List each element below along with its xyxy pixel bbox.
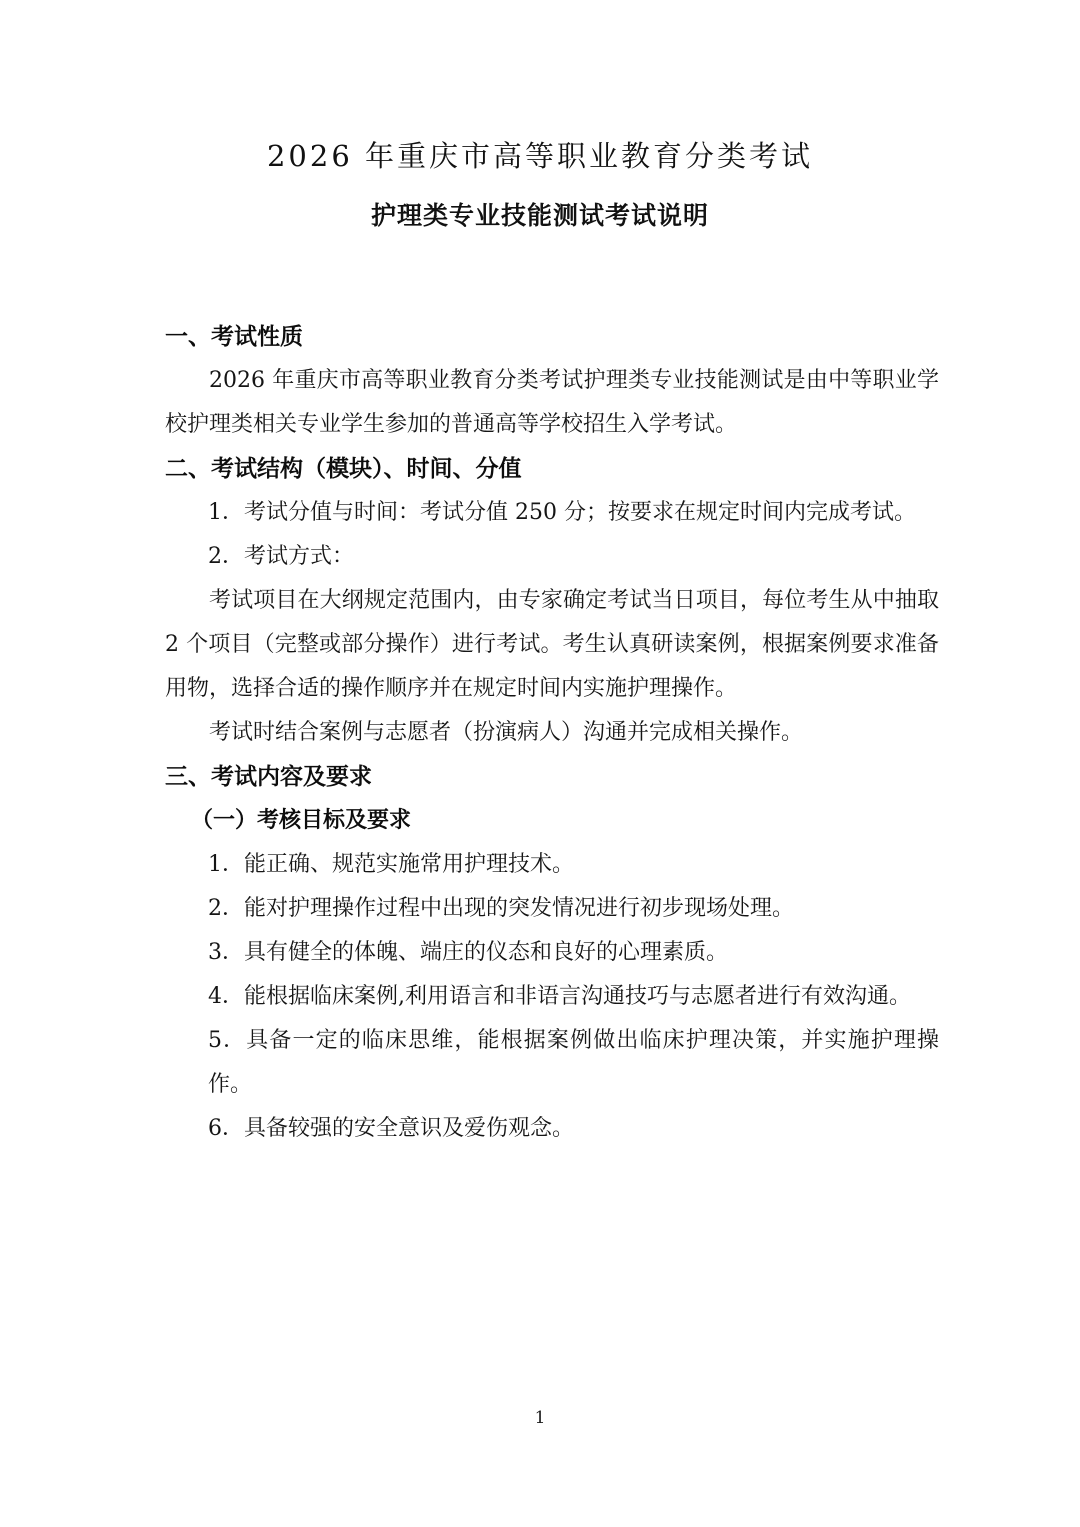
section-1-heading: 一、考试性质: [165, 324, 303, 350]
section-2-item-2: 2．考试方式：: [208, 544, 354, 569]
section-3-item-6: 6．具备较强的安全意识及爱伤观念。: [208, 1116, 574, 1141]
section-1-paragraph-1: 2026 年重庆市高等职业教育分类考试护理类专业技能测试是由中等职业学校护理类相关专业学生参加的普通高等学校招生入学考试。: [165, 368, 939, 437]
section-3-item-1: 1．能正确、规范实施常用护理技术。: [208, 852, 574, 877]
page-number: 1: [534, 1408, 546, 1428]
document-body: [165, 315, 939, 1151]
section-3-item-5: 5．具备一定的临床思维，能根据案例做出临床护理决策，并实施护理操作。: [208, 1028, 939, 1097]
section-2-paragraph-1: 考试项目在大纲规定范围内，由专家确定考试当日项目，每位考生从中抽取 2 个项目（完整或部分操作）进行考试。考生认真研读案例，根据案例要求准备用物，选择合适的操作顺序并在规定时间内实施护理操作。: [165, 588, 939, 701]
section-3-subheading: （一）考核目标及要求: [191, 808, 412, 833]
section-3-item-2: 2．能对护理操作过程中出现的突发情况进行初步现场处理。: [208, 896, 794, 921]
section-3-item-4: 4．能根据临床案例,利用语言和非语言沟通技巧与志愿者进行有效沟通。: [208, 984, 911, 1009]
section-2-item-1: 1．考试分值与时间：考试分值 250 分；按要求在规定时间内完成考试。: [208, 500, 916, 525]
section-3-heading: 三、考试内容及要求: [165, 764, 372, 790]
section-3-item-3: 3．具有健全的体魄、端庄的仪态和良好的心理素质。: [208, 940, 728, 965]
section-2-heading: 二、考试结构（模块）、时间、分值: [165, 456, 522, 482]
section-2-paragraph-2: 考试时结合案例与志愿者（扮演病人）沟通并完成相关操作。: [209, 720, 804, 745]
document-subtitle: 护理类专业技能测试考试说明: [370, 201, 709, 230]
document-title: 2026 年重庆市高等职业教育分类考试: [266, 139, 814, 173]
